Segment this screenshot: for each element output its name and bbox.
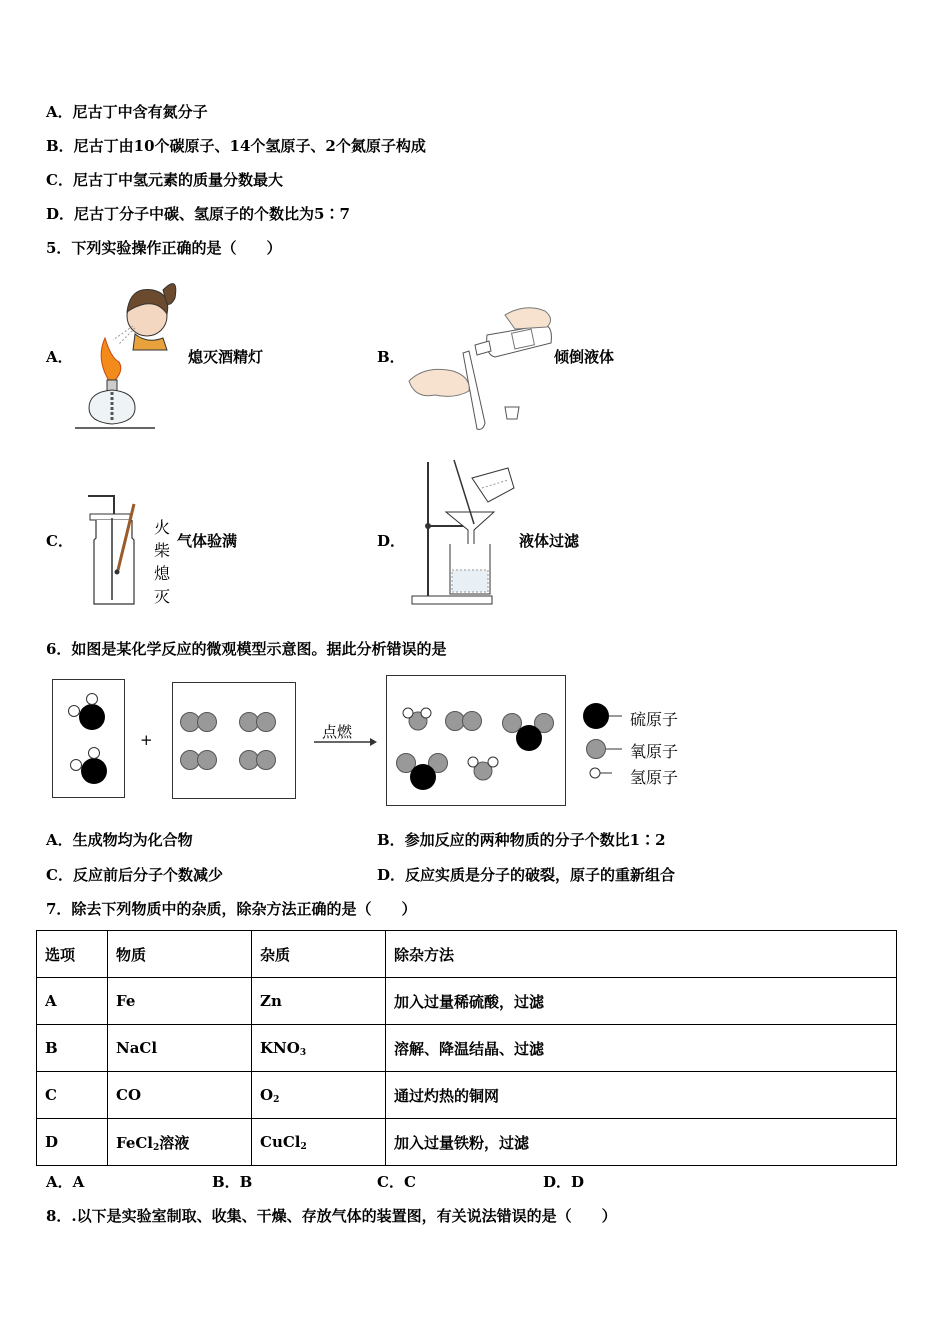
q5-stem: 5．下列实验操作正确的是（ ） (46, 239, 282, 257)
q5-option-c-letter: C． (46, 532, 73, 550)
fig-c-char-3: 熄 (153, 564, 170, 583)
impurity-subscript: 2 (273, 1094, 280, 1105)
table-header-row (37, 931, 897, 978)
substance-subscript: 2 (153, 1142, 160, 1153)
q7-answer-c: C．C (377, 1173, 416, 1191)
substance-formula: FeCl (116, 1133, 154, 1152)
q4-option-c: C．尼古丁中氢元素的质量分数最大 (46, 171, 283, 189)
product-box (386, 675, 567, 807)
header-option: 选项 (37, 931, 108, 978)
q5-option-c-caption: 气体验满 (177, 532, 238, 550)
reaction-condition: 点燃 (322, 723, 353, 741)
row-option: A (37, 978, 108, 1025)
row-substance: Fe (108, 978, 252, 1025)
q5-option-b-caption: 倾倒液体 (554, 348, 615, 366)
table-row (37, 1072, 897, 1119)
legend-symbols (582, 702, 630, 786)
row-option: D (37, 1119, 108, 1166)
row-method: 通过灼热的铜网 (386, 1072, 897, 1119)
reactant-box-h2s (52, 679, 126, 799)
q5-option-d-caption: 液体过滤 (519, 532, 580, 550)
reactant-box-o2 (172, 682, 297, 800)
fig-c-char-1: 火 (153, 518, 170, 537)
impurity-formula: O (260, 1085, 274, 1104)
q7-answer-a: A．A (46, 1173, 85, 1191)
row-impurity (252, 1119, 386, 1166)
row-option: C (37, 1072, 108, 1119)
reaction-arrow (314, 736, 378, 748)
q5-option-c-vertical-text (153, 516, 171, 608)
impurity-subscript: 3 (299, 1047, 307, 1058)
row-method: 溶解、降温结晶、过滤 (386, 1025, 897, 1072)
table-row (37, 1025, 897, 1072)
header-method: 除杂方法 (386, 931, 897, 978)
fig-c-char-2: 柴 (153, 541, 170, 560)
row-impurity (252, 1025, 386, 1072)
q6-stem: 6．如图是某化学反应的微观模型示意图。据此分析错误的是 (46, 640, 447, 658)
substance-suffix: 溶液 (159, 1133, 190, 1152)
header-impurity: 杂质 (252, 931, 386, 978)
row-method: 加入过量稀硫酸，过滤 (386, 978, 897, 1025)
q6-option-a: A．生成物均为化合物 (46, 831, 193, 849)
table-row (37, 1119, 897, 1166)
row-substance: CO (108, 1072, 252, 1119)
q6-option-d: D．反应实质是分子的破裂，原子的重新组合 (377, 866, 676, 884)
q5-option-a-caption: 熄灭酒精灯 (188, 348, 264, 366)
legend-oxygen-atom: 氧原子 (630, 742, 679, 761)
q5-option-a-letter: A． (46, 348, 73, 366)
plus-sign: + (140, 731, 153, 749)
legend-sulfur-atom: 硫原子 (630, 710, 679, 729)
q6-option-c: C．反应前后分子个数减少 (46, 866, 223, 884)
alcohol-lamp-figure (75, 268, 190, 433)
filtration-figure (408, 458, 523, 608)
q5-option-d-letter: D． (377, 532, 406, 550)
q4-option-d: D．尼古丁分子中碳、氢原子的个数比为5∶7 (46, 205, 350, 223)
row-impurity (252, 1072, 386, 1119)
header-substance: 物质 (108, 931, 252, 978)
q5-option-b-letter: B． (377, 348, 405, 366)
q7-answer-d: D．D (543, 1173, 585, 1191)
q7-stem: 7．除去下列物质中的杂质，除杂方法正确的是（ ） (46, 900, 417, 918)
row-method: 加入过量铁粉，过滤 (386, 1119, 897, 1166)
row-option: B (37, 1025, 108, 1072)
q8-stem: 8．.以下是实验室制取、收集、干燥、存放气体的装置图，有关说法错误的是（ ） (46, 1207, 617, 1225)
impurity-formula: CuCl (260, 1132, 301, 1151)
fig-c-char-4: 灭 (153, 587, 170, 606)
q6-option-b: B．参加反应的两种物质的分子个数比1∶2 (377, 831, 666, 849)
row-substance (108, 1119, 252, 1166)
table-row (37, 978, 897, 1025)
q4-option-a: A．尼古丁中含有氮分子 (46, 103, 208, 121)
impurity-subscript: 2 (300, 1141, 307, 1152)
legend-hydrogen-atom: 氢原子 (630, 768, 679, 787)
q7-table (36, 930, 897, 1166)
row-impurity: Zn (252, 978, 386, 1025)
row-substance: NaCl (108, 1025, 252, 1072)
impurity-formula: KNO (260, 1038, 300, 1057)
q7-answer-b: B．B (212, 1173, 253, 1191)
pour-liquid-figure (405, 295, 555, 430)
q4-option-b: B．尼古丁由10个碳原子、14个氢原子、2个氮原子构成 (46, 137, 426, 155)
